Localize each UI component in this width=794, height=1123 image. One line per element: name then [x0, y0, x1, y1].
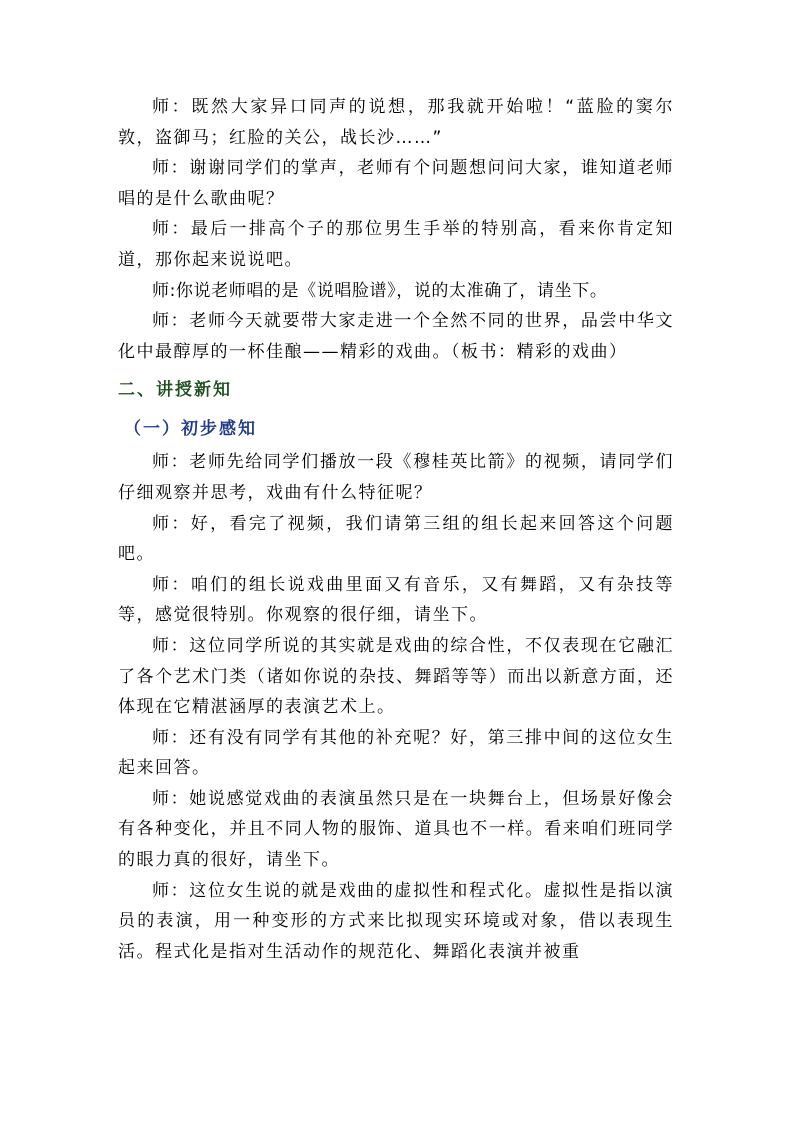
paragraph-teacher-question-song: 师：谢谢同学们的掌声，老师有个问题想问问大家，谁知道老师唱的是什么歌曲呢？: [118, 158, 674, 209]
paragraph-teacher-introduce-opera: 师：老师今天就要带大家走进一个全然不同的世界，品尝中华文化中最醇厚的一杯佳酿——精彩的戏曲。（板书：精彩的戏曲）: [118, 311, 674, 362]
subsection-heading-initial-perception: （一）初步感知: [124, 419, 257, 440]
document-page: [118, 92, 674, 967]
paragraph-teacher-virtuality-stylization: 师：这位女生说的就是戏曲的虚拟性和程式化。虚拟性是指以演员的表演，用一种变形的方式来比拟现实环境或对象，借以表现生活。程式化是指对生活动作的规范化、舞蹈化表演并被重: [118, 880, 674, 962]
paragraph-teacher-ask-group-leader: 师：好，看完了视频，我们请第三组的组长起来回答这个问题吧。: [118, 513, 674, 565]
paragraph-teacher-call-student: 师：最后一排高个子的那位男生手举的特别高，看来你肯定知道，那你起来说说吧。: [118, 219, 674, 270]
paragraph-teacher-play-video: 师：老师先给同学们播放一段《穆桂英比箭》的视频，请同学们仔细观察并思考，戏曲有什么特征呢？: [118, 452, 674, 503]
paragraph-teacher-girl-answer: 师：她说感觉戏曲的表演虽然只是在一块舞台上，但场景好像会有各种变化，并且不同人物的服饰、道具也不一样。看来咱们班同学的眼力真的很好，请坐下。: [118, 788, 674, 871]
section-heading-new-knowledge: 二、讲授新知: [118, 380, 232, 401]
paragraph-teacher-start-singing: 师：既然大家异口同声的说想，那我就开始啦！“蓝脸的窦尔敦，盗御马；红脸的关公，战长沙……”: [118, 97, 674, 148]
paragraph-teacher-confirm-answer: 师:你说老师唱的是《说唱脸谱》，说的太准确了，请坐下。: [152, 280, 608, 301]
paragraph-teacher-ask-supplement: 师：还有没有同学有其他的补充呢？好，第三排中间的这位女生起来回答。: [118, 727, 674, 779]
paragraph-teacher-comprehensiveness: 师：这位同学所说的其实就是戏曲的综合性，不仅表现在它融汇了各个艺术门类（诸如你说的杂技、舞蹈等等）而出以新意方面，还体现在它精湛涵厚的表演艺术上。: [118, 635, 674, 718]
paragraph-teacher-leader-answer: 师：咱们的组长说戏曲里面又有音乐，又有舞蹈，又有杂技等等，感觉很特别。你观察的很仔细，请坐下。: [118, 574, 674, 626]
